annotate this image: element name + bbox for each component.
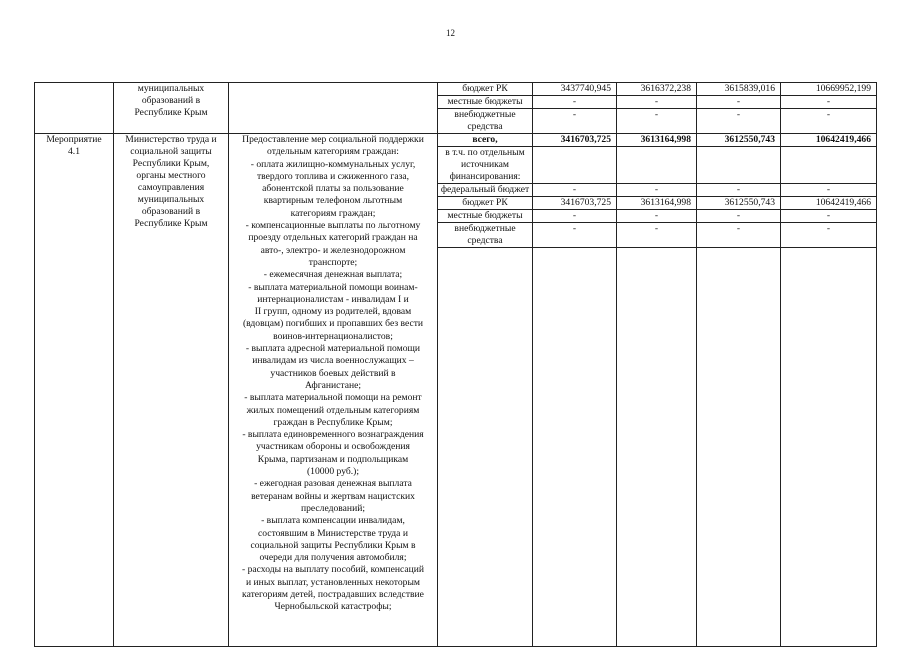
executor-line: муниципальных <box>137 83 205 94</box>
executor-line: образований в <box>141 95 201 106</box>
description-line: квартирным телефоном льготным <box>263 195 403 207</box>
funding-source: внебюджетные средства <box>438 109 533 134</box>
value-total: - <box>781 210 877 223</box>
description-line: - расходы на выплату пособий, компенсаций <box>241 564 424 576</box>
value-total: - <box>781 184 877 197</box>
measure-name-cell <box>35 134 114 647</box>
description-line: II групп, одному из родителей, вдовам <box>254 306 412 318</box>
value-2015: - <box>533 210 617 223</box>
description-line: - выплата компенсации инвалидам, <box>261 515 405 527</box>
subheading-line: финансирования: <box>449 171 521 182</box>
value-2015: 3437740,945 <box>533 83 617 96</box>
executor-line: муниципальных <box>137 194 205 205</box>
description-line: очереди для получения автомобиля; <box>259 552 407 564</box>
value-2017: 3612550,743 <box>697 197 781 210</box>
executor-cell <box>114 83 229 134</box>
empty-cell <box>781 147 877 184</box>
measure-name-cell <box>35 83 114 134</box>
executor-line: Республики Крым, <box>132 158 210 169</box>
value-2017: - <box>697 96 781 109</box>
description-line: состоявшим в Министерстве труда и <box>258 527 408 539</box>
value-2016: - <box>617 184 697 197</box>
description-line: категориям граждан; <box>290 207 376 219</box>
description-line: ветеранам войны и жертвам нацистских <box>251 490 415 502</box>
value-2016: 3613164,998 <box>617 134 697 147</box>
budget-table <box>34 82 877 647</box>
description-line: авто-, электро- и железнодорожном <box>260 244 406 256</box>
executor-line: Республике Крым <box>134 218 208 229</box>
description-line: жилых помещений отдельным категориям <box>246 404 420 416</box>
description-line: интернационалистам - инвалидам I и <box>257 293 409 305</box>
description-line: (10000 руб.); <box>306 466 360 478</box>
value-total: 10642419,466 <box>781 134 877 147</box>
empty-cell <box>697 248 781 647</box>
executor-line: социальной защиты <box>130 146 212 157</box>
description-line: социальной защиты Республики Крым в <box>250 539 416 551</box>
description-line: - выплата материальной помощи воинам- <box>248 281 418 293</box>
description-line: - выплата материальной помощи на ремонт <box>244 392 422 404</box>
value-2017: - <box>697 210 781 223</box>
empty-cell <box>617 248 697 647</box>
description-line: участников боевых действий в <box>270 367 396 379</box>
value-total: 10669952,199 <box>781 83 877 96</box>
description-cell <box>229 134 438 647</box>
executor-line: органы местного <box>136 170 206 181</box>
value-2015: 3416703,725 <box>533 134 617 147</box>
description-line: инвалидам из числа военнослужащих – <box>252 355 414 367</box>
description-line: отдельным категориям граждан: <box>267 146 399 158</box>
value-total: - <box>781 109 877 134</box>
funding-source: бюджет РК <box>438 83 533 96</box>
value-2017: - <box>697 223 781 248</box>
value-total: - <box>781 223 877 248</box>
description-line: - ежегодная разовая денежная выплата <box>254 478 412 490</box>
subheading-line: источникам <box>461 159 509 170</box>
empty-cell <box>533 147 617 184</box>
value-2015: - <box>533 109 617 134</box>
value-total: - <box>781 96 877 109</box>
description-line: - выплата адресной материальной помощи <box>245 343 421 355</box>
description-line: - компенсационные выплаты по льготному <box>245 220 421 232</box>
description-line: - ежемесячная денежная выплата; <box>263 269 403 281</box>
value-2016: 3613164,998 <box>617 197 697 210</box>
measure-name-line: Мероприятие <box>46 134 102 145</box>
empty-cell <box>781 248 877 647</box>
description-line: категориям детей, пострадавших вследствие <box>242 588 424 600</box>
description-line: Крыма, партизанам и подпольщикам <box>257 453 409 465</box>
value-2016: - <box>617 223 697 248</box>
value-2017: - <box>697 109 781 134</box>
table-row <box>35 83 877 96</box>
funding-source: всего, <box>438 134 533 147</box>
description-line: проезду отдельных категорий граждан на <box>248 232 418 244</box>
description-line: абонентской платы за пользование <box>262 183 404 195</box>
description-line: преследований; <box>300 502 365 514</box>
value-2016: - <box>617 210 697 223</box>
description-line: Предоставление мер социальной поддержки <box>242 134 424 145</box>
value-total: 10642419,466 <box>781 197 877 210</box>
empty-cell <box>438 248 533 647</box>
description-line: Чернобыльской катастрофы; <box>274 601 392 613</box>
description-line: - выплата единовременного вознаграждения <box>242 429 424 441</box>
page-number: 12 <box>446 28 455 38</box>
measure-name-line: 4.1 <box>68 146 80 157</box>
value-2015: - <box>533 96 617 109</box>
subheading-cell <box>438 147 533 184</box>
funding-source: местные бюджеты <box>438 96 533 109</box>
funding-source: местные бюджеты <box>438 210 533 223</box>
value-2015: - <box>533 184 617 197</box>
executor-line: Министерство труда и <box>125 134 217 145</box>
empty-cell <box>533 248 617 647</box>
executor-line: образований в <box>141 206 201 217</box>
description-line: воинов-интернационалистов; <box>273 330 393 342</box>
value-2016: - <box>617 109 697 134</box>
description-line: участникам обороны и освобождения <box>256 441 410 453</box>
value-2016: - <box>617 96 697 109</box>
funding-source: бюджет РК <box>438 197 533 210</box>
description-line: граждан в Республике Крым; <box>273 416 393 428</box>
value-2017: 3612550,743 <box>697 134 781 147</box>
executor-cell <box>114 134 229 647</box>
value-2017: 3615839,016 <box>697 83 781 96</box>
empty-cell <box>697 147 781 184</box>
value-2015: 3416703,725 <box>533 197 617 210</box>
executor-line: Республике Крым <box>134 107 208 118</box>
subheading-line: в т.ч. по отдельным <box>445 147 525 158</box>
description-line: (вдовцам) погибших и пропавших без вести <box>242 318 424 330</box>
description-cell <box>229 83 438 134</box>
table-row <box>35 134 877 147</box>
description-line: твердого топлива и сжиженного газа, <box>256 170 410 182</box>
value-2017: - <box>697 184 781 197</box>
executor-line: самоуправления <box>137 182 205 193</box>
description-line: Афганистане; <box>304 379 362 391</box>
funding-source: федеральный бюджет <box>438 184 533 197</box>
empty-cell <box>617 147 697 184</box>
value-2015: - <box>533 223 617 248</box>
description-line: транспорте; <box>308 256 358 268</box>
description-line: - оплата жилищно-коммунальных услуг, <box>250 158 416 170</box>
description-line: и иных выплат, установленных некоторым <box>246 576 420 588</box>
value-2016: 3616372,238 <box>617 83 697 96</box>
funding-source: внебюджетные средства <box>438 223 533 248</box>
